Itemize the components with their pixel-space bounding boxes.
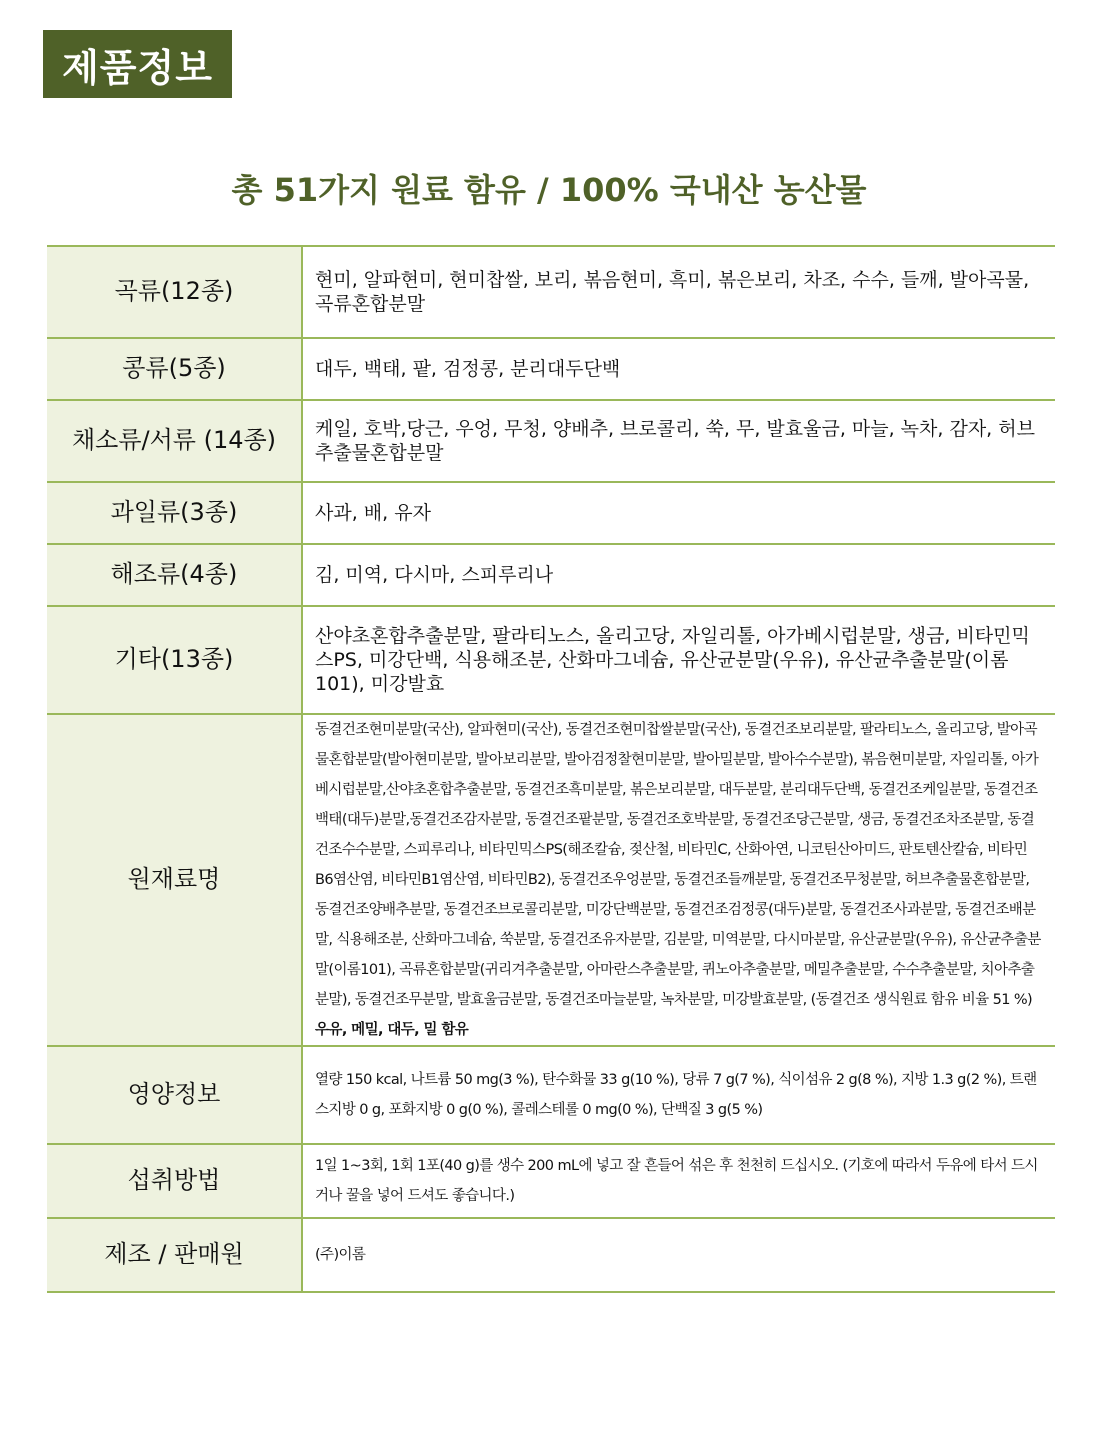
row-label-fruits: 과일류(3종): [47, 482, 302, 544]
product-headline: 총 51가지 원료 함유 / 100% 국내산 농산물: [231, 171, 867, 209]
table-row: [47, 246, 1055, 338]
allergen-text: 우유, 메밀, 대두, 밀 함유: [315, 1022, 469, 1038]
row-label-seaweed: 해조류(4종): [47, 544, 302, 606]
row-value-grains: 현미, 알파현미, 현미찹쌀, 보리, 볶음현미, 흑미, 볶은보리, 차조, 수수, 들깨, 발아곡물, 곡류혼합분말: [315, 269, 1030, 315]
table-row: [47, 1144, 1055, 1218]
table-row: [47, 400, 1055, 482]
row-value-manufacturer: (주)이롬: [315, 1247, 366, 1263]
row-label-usage: 섭취방법: [47, 1144, 302, 1218]
row-value-beans: 대두, 백태, 팥, 검정콩, 분리대두단백: [315, 358, 621, 380]
table-row: [47, 1046, 1055, 1144]
table-row: [47, 714, 1055, 1046]
table-row: [47, 338, 1055, 400]
row-value-seaweed: 김, 미역, 다시마, 스피루리나: [315, 564, 554, 586]
row-value-ingredients: [302, 714, 1055, 1046]
table-row: [47, 1218, 1055, 1292]
row-value-others: 산야초혼합추출분말, 팔라티노스, 올리고당, 자일리톨, 아가베시럽분말, 생금, 비타민믹스PS, 미강단백, 식용해조분, 산화마그네슘, 유산균분말(우유), 유산균추출분말(이롬 101), 미강발효: [315, 625, 1030, 695]
table-row: [47, 544, 1055, 606]
table-row: [47, 606, 1055, 714]
row-label-ingredients: 원재료명: [47, 714, 302, 1046]
ingredients-text: 동결건조현미분말(국산), 알파현미(국산), 동결건조현미찹쌀분말(국산), 동결건조보리분말, 팔라티노스, 올리고당, 발아곡물혼합분말(발아현미분말, 발아보리분말, 발아검정찰현미분말, 발아밀분말, 발아수수분말), 볶음현미분말, 자일리톨, 아가베시럽분말,산야초혼합추출분말, 동결건조흑미분말, 볶은보리분말, 대두분말, 분리대두단백, 동결건조케일분말, 동결건조백태(대두)분말,동결건조감자분말, 동결건조팥분말, 동결건조호박분말, 동결건조당근분말, 생금, 동결건조차조분말, 동결건조수수분말, 스피루리나, 비타민믹스PS(해조칼슘, 젖산철, 비타민C, 산화아연, 니코틴산아미드, 판토텐산칼슘, 비타민B6염산염, 비타민B1염산염, 비타민B2), 동결건조우엉분말, 동결건조들깨분말, 동결건조무청분말, 허브추출물혼합분말, 동결건조양배추분말, 동결건조브로콜리분말, 미강단백분말, 동결건조검정콩(대두)분말, 동결건조사과분말, 동결건조배분말, 식용해조분, 산화마그네슘, 쑥분말, 동결건조유자분말, 김분말, 미역분말, 다시마분말, 유산균분말(우유), 유산균추출분말(이롬101), 곡류혼합분말(귀리겨추출분말, 아마란스추출분말, 퀴노아추출분말, 메밀추출분말, 수수추출분말, 치아추출분말), 동결건조무분말, 발효울금분말, 동결건조마늘분말, 녹차분말, 미강발효분말, (동결건조 생식원료 함유 비율 51 %): [315, 722, 1041, 1008]
row-label-nutrition: 영양정보: [47, 1046, 302, 1144]
product-info-table: [47, 245, 1055, 1293]
row-value-nutrition: 열량 150 kcal, 나트륨 50 mg(3 %), 탄수화물 33 g(10 %), 당류 7 g(7 %), 식이섬유 2 g(8 %), 지방 1.3 g(2 %), 트랜스지방 0 g, 포화지방 0 g(0 %), 콜레스테롤 0 mg(0 %), 단백질 3 g(5 %): [315, 1072, 1037, 1118]
row-label-manufacturer: 제조 / 판매원: [47, 1218, 302, 1292]
row-value-fruits: 사과, 배, 유자: [315, 502, 431, 524]
table-row: [47, 482, 1055, 544]
row-label-others: 기타(13종): [47, 606, 302, 714]
row-label-beans: 콩류(5종): [47, 338, 302, 400]
row-value-vegetables: 케일, 호박,당근, 우엉, 무청, 양배추, 브로콜리, 쑥, 무, 발효울금, 마늘, 녹차, 감자, 허브추출물혼합분말: [315, 418, 1035, 464]
row-label-vegetables: 채소류/서류 (14종): [47, 400, 302, 482]
row-label-grains: 곡류(12종): [47, 246, 302, 338]
row-value-usage: 1일 1~3회, 1회 1포(40 g)를 생수 200 mL에 넣고 잘 흔들어 섞은 후 천천히 드십시오. (기호에 따라서 두유에 타서 드시거나 꿀을 넣어 드셔도 좋습니다.): [315, 1158, 1038, 1204]
product-info-badge: 제품정보: [43, 30, 232, 98]
